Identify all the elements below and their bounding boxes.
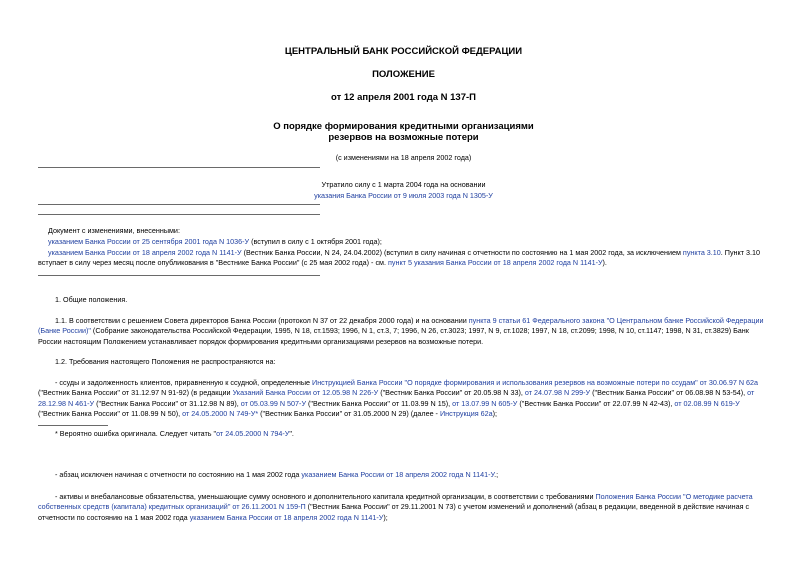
footnote (55, 429, 294, 439)
footnote-divider (38, 425, 108, 426)
amendment-2-text2: . Пункт 3.10 (720, 248, 761, 257)
federal-law-link-cont[interactable]: (Банке России)" (38, 326, 91, 336)
li2-text-a: - абзац исключен начиная с отчетности по состоянию на 1 мая 2002 года (55, 470, 302, 479)
li1-text-i: ("Вестник Банка России" от 31.05.2000 N 29) (далее - (258, 409, 440, 419)
amendments-intro: Документ с изменениями, внесенными: (48, 226, 180, 235)
amendment-2-link-p5[interactable]: пункт 5 указания Банка России от 18 апреля 2002 года N 1141-У (387, 258, 603, 267)
amendment-2-cont-text: вступает в силу через месяц после опубликования в "Вестнике Банка России" (с 25 мая 2002 года) - см. (38, 258, 388, 267)
directive-507-link[interactable]: от 05.03.99 N 507-У (240, 398, 307, 408)
directive-605-link[interactable]: от 13.07.99 N 605-У (452, 398, 518, 408)
repeal-link-text[interactable]: указания Банка России от 9 июля 2003 года N 1305-У (314, 191, 493, 200)
li1-text-j: ); (492, 409, 498, 419)
divider (38, 214, 320, 215)
p11-text-a: 1.1. В соответствии с решением Совета директоров Банка России (протокол N 37 от 22 декабря 2000 года) и на основании (55, 316, 469, 325)
li1-text-g: ("Вестник Банка России" от 22.07.99 N 42-43), (517, 398, 675, 408)
document-type: ПОЛОЖЕНИЕ (372, 69, 435, 80)
li3-text-b: ("Вестник Банка России" от 29.11.2001 N 73) с учетом изменений и дополнений (абзац в редакции, введенной в действие начиная с (305, 502, 750, 512)
footnote-link[interactable]: от 24.05.2000 N 794-У (216, 429, 290, 438)
directive-226-link[interactable]: Указаний Банка России от 12.05.98 N 226-У (232, 388, 379, 398)
directive-461-link[interactable]: 28.12.98 N 461-У (38, 398, 95, 408)
amendment-1 (48, 237, 382, 247)
amendment-2-link-p310[interactable]: пункта 3.10 (682, 248, 721, 257)
list-item-assets (38, 492, 770, 523)
section-1-heading: 1. Общие положения. (55, 295, 128, 304)
amendment-2-text: (Вестник Банка России, N 24, 24.04.2002) (вступил в силу начиная с отчетности по состоянию на 1 мая 2002 года, за исключением (241, 248, 683, 257)
divider (38, 167, 320, 168)
directive-461-link-start[interactable]: от (747, 388, 755, 398)
repeal-link[interactable] (0, 191, 807, 201)
li2-text-b: .; (494, 470, 499, 479)
regulation-159-link-cont[interactable]: собственных средств (капитала) кредитных организаций" от 26.11.2001 N 159-П (38, 502, 306, 512)
li1-text-h: ("Вестник Банка России" от 11.08.99 N 50), (38, 409, 183, 419)
li1-text-a: - ссуды и задолженность клиентов, приравненную к ссудной, определенные (55, 378, 313, 387)
paragraph-1-1 (38, 316, 770, 347)
regulation-159-link[interactable]: Положения Банка России "О методике расчета (595, 492, 753, 501)
li1-text-b: ("Вестник Банка России" от 31.12.97 N 91-92) (в редакции (38, 388, 233, 398)
list-item-loans (38, 378, 770, 420)
paragraph-1-2: 1.2. Требования настоящего Положения не распространяются на: (55, 357, 276, 366)
directive-1141-link-2[interactable]: указанием Банка России от 18 апреля 2002 года N 1141-У (189, 512, 384, 522)
li1-text-f: ("Вестник Банка России" от 11.03.99 N 15), (306, 398, 453, 408)
instruction-62a-link[interactable]: Инструкцией Банка России "О порядке формирования и использования резервов на возможные потери по ссудам" от 30.06.97 N 62а (312, 378, 759, 387)
document-title-line1: О порядке формирования кредитными организациями (273, 121, 534, 132)
instruction-62a-short-link[interactable]: Инструкция 62а (439, 409, 493, 419)
footnote-text-a: * Вероятно ошибка оригинала. Следует читать " (55, 429, 217, 438)
amendment-2 (48, 248, 760, 258)
amendment-2-link[interactable]: указанием Банка России от 18 апреля 2002 года N 1141-У (48, 248, 242, 257)
changes-note: (с изменениями на 18 апреля 2002 года) (335, 153, 472, 162)
divider (38, 275, 320, 276)
li1-text-e: ("Вестник Банка России" от 31.12.98 N 89), (94, 398, 241, 408)
divider (38, 204, 320, 205)
directive-749-link[interactable]: от 24.05.2000 N 749-У* (182, 409, 259, 419)
federal-law-link[interactable]: пункта 9 статьи 61 Федерального закона "О Центральном банке Российской Федерации (468, 316, 764, 325)
li3-text-d: ); (383, 512, 388, 522)
footnote-text-b: ". (289, 429, 294, 438)
directive-299-link[interactable]: от 24.07.98 N 299-У (524, 388, 591, 398)
list-item-excluded (55, 470, 498, 480)
p11-text-b: (Собрание законодательства Российской Федерации, 1995, N 18, ст.1593; 1996, N 1, ст.3, 7; 1996, N 26, ст.3023; 1997, N 9, ст.1028; 1997, N 18, ст.2099; 1998, N 10, ст.1147; 1998, N 31, ст.3829) Банк (90, 326, 749, 336)
p11-text-c: России настоящим Положением устанавливает порядок формирования кредитными организациями резервов на возможные потери. (38, 336, 484, 346)
issuer-heading: ЦЕНТРАЛЬНЫЙ БАНК РОССИЙСКОЙ ФЕДЕРАЦИИ (284, 46, 523, 57)
amendment-2-cont (38, 258, 607, 268)
document-title-line2: резервов на возможные потери (328, 132, 479, 143)
repeal-note: Утратило силу с 1 марта 2004 года на основании (321, 180, 486, 189)
li3-text-a: - активы и внебалансовые обязательства, уменьшающие сумму основного и дополнительного капитала кредитной организации, в соответствии с требованиями (55, 492, 596, 501)
directive-1141-link[interactable]: указанием Банка России от 18 апреля 2002 года N 1141-У (301, 470, 495, 479)
li1-text-d: ("Вестник Банка России" от 06.08.98 N 53-54), (590, 388, 748, 398)
li1-text-c: ("Вестник Банка России" от 20.05.98 N 33), (378, 388, 525, 398)
document-date: от 12 апреля 2001 года N 137-П (331, 92, 476, 103)
directive-619-link[interactable]: от 02.08.99 N 619-У (674, 398, 740, 408)
amendment-1-link[interactable]: указанием Банка России от 25 сентября 2001 года N 1036-У (48, 237, 250, 246)
amendment-2-end: ). (602, 258, 607, 267)
li3-text-c: отчетности по состоянию на 1 мая 2002 года (38, 512, 190, 522)
amendment-1-text: (вступил в силу с 1 октября 2001 года); (249, 237, 382, 246)
